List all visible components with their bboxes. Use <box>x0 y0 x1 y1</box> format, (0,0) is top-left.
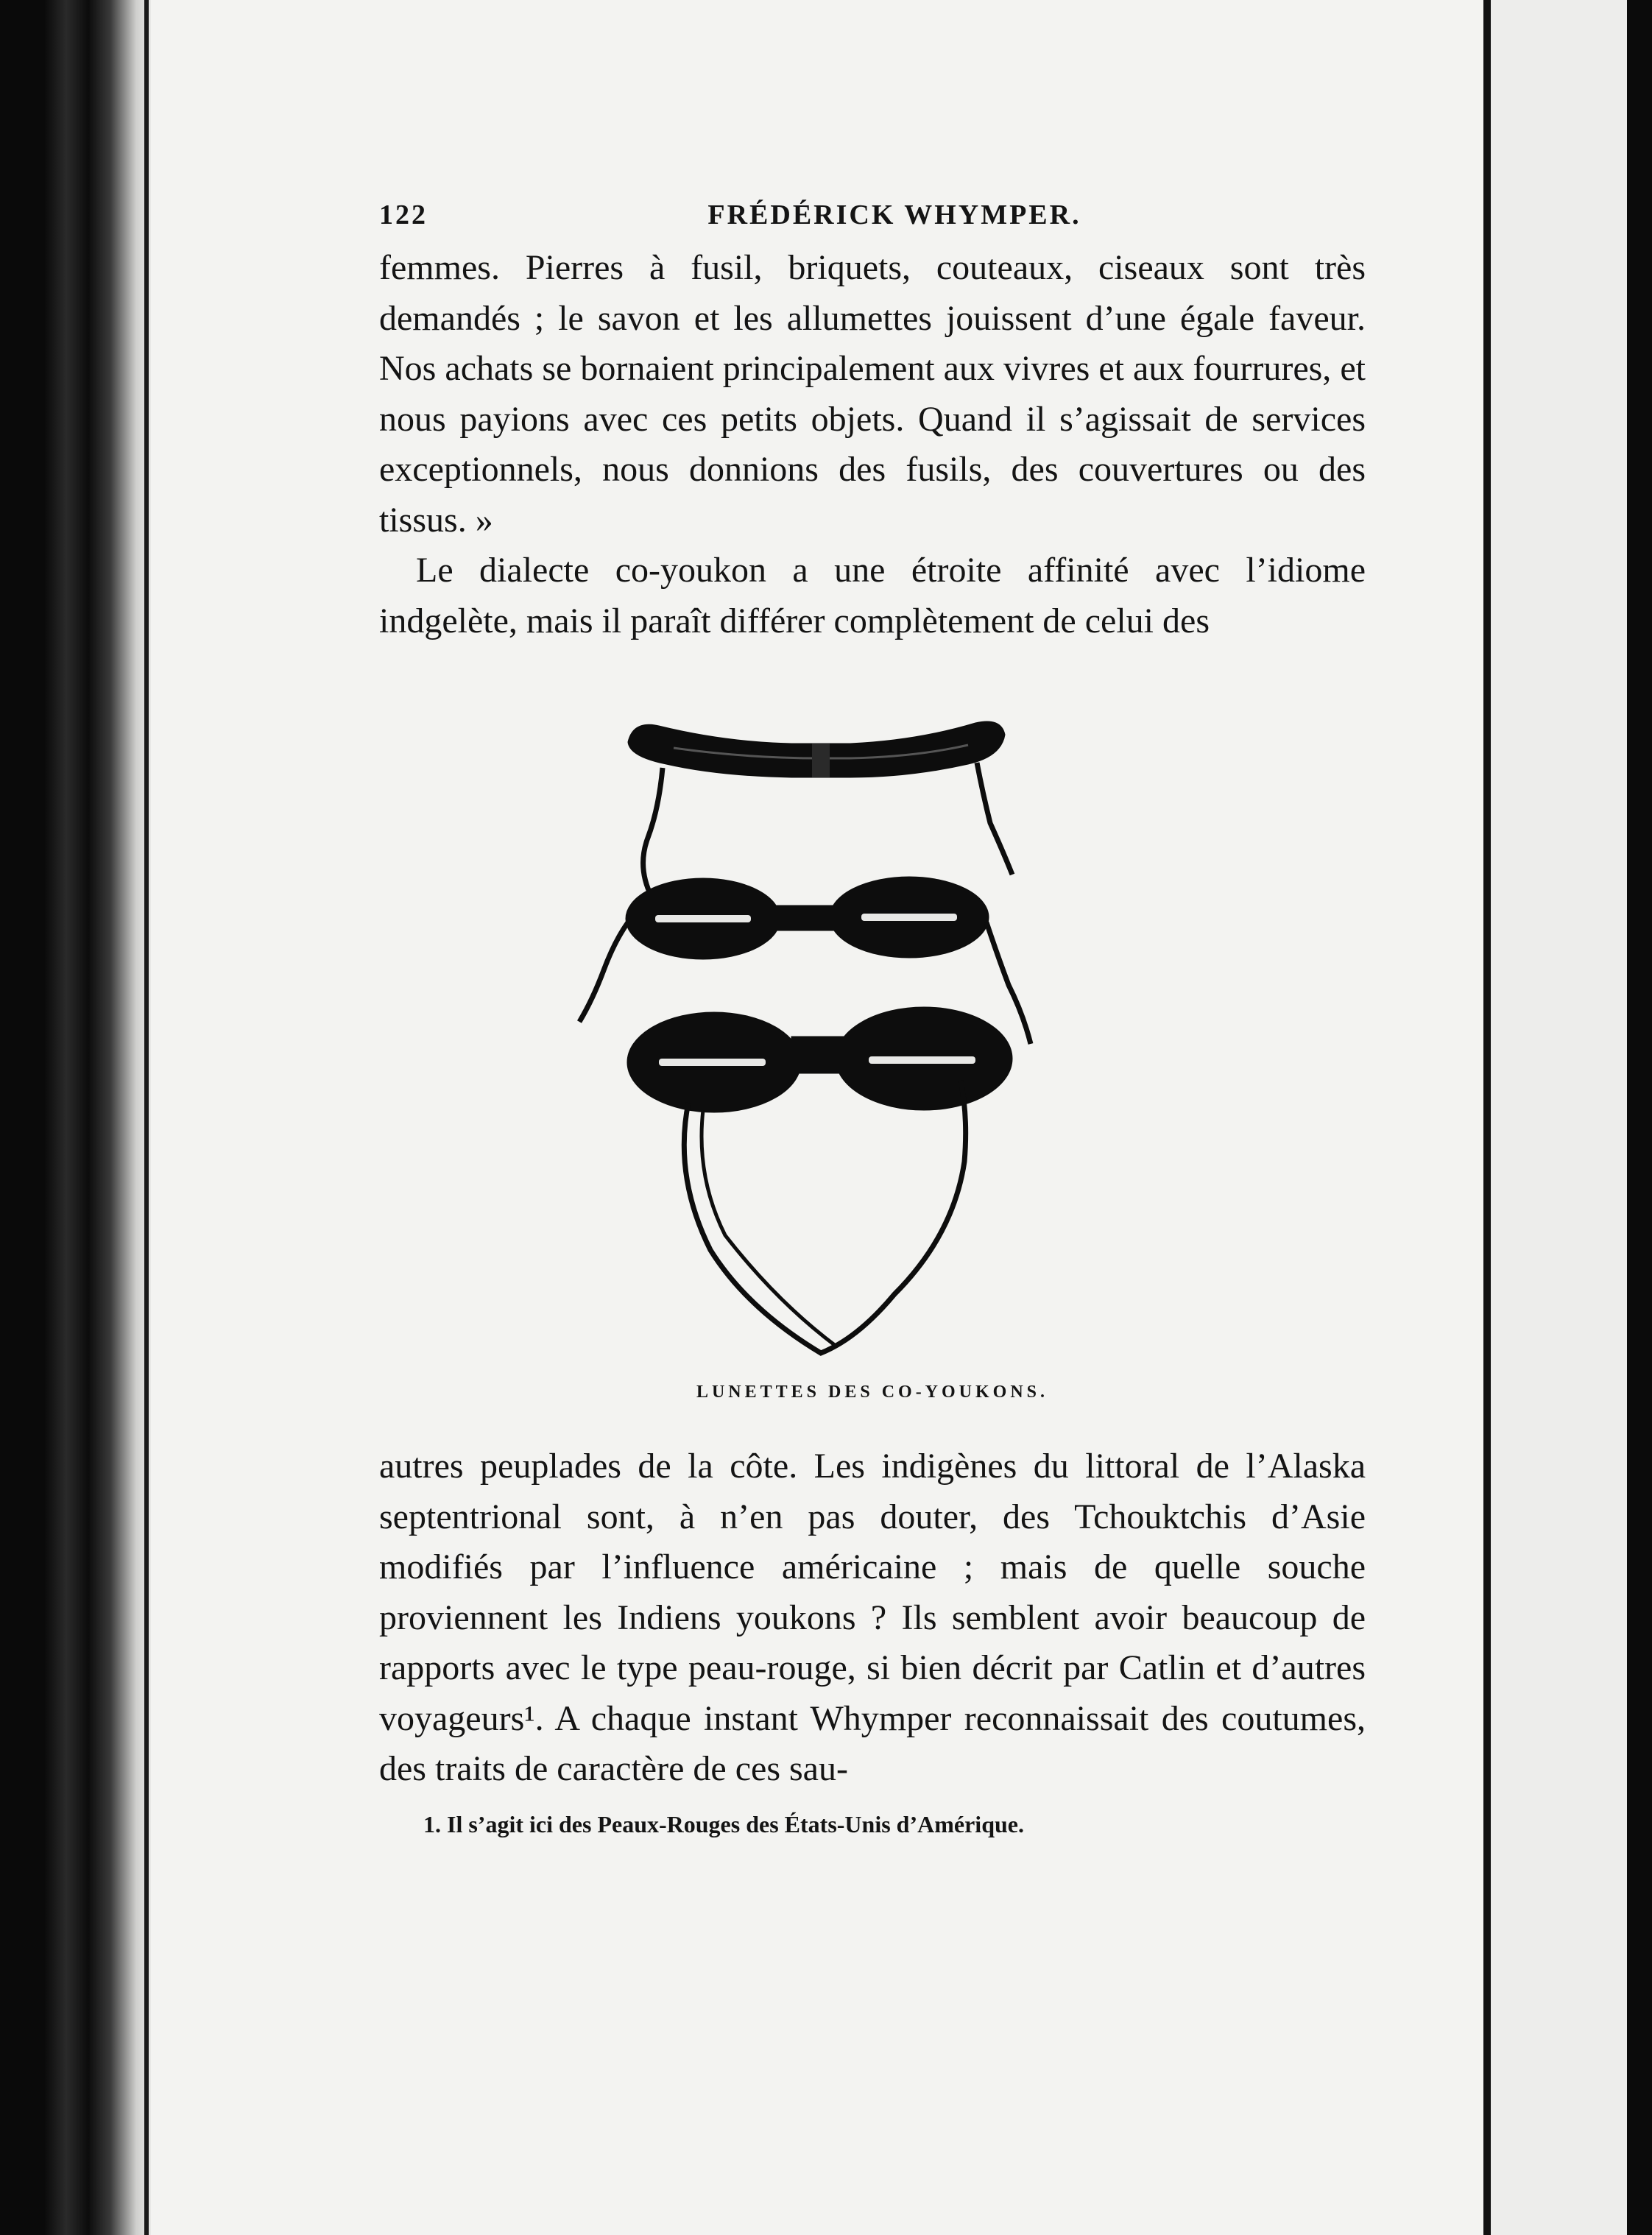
paragraph-1: femmes. Pierres à fusil, briquets, couteaux, ciseaux sont très demandés ; le savon et les allumettes jouissent d’une égale faveur. Nos achats se bornaient principalement aux vivres et aux fourrures, et nous payions avec ces petits objets. Quand il s’agissait de services exceptionnels, nous donnions des fusils, des couvertures ou des tissus. » <box>379 248 1366 540</box>
running-head-title: FRÉDÉRICK WHYMPER. <box>707 200 1081 230</box>
paragraph-2: Le dialecte co-youkon a une étroite affinité avec l’idiome indgelète, mais il paraît différer complètement de celui des <box>379 551 1366 640</box>
running-head <box>379 199 1366 243</box>
page-number: 122 <box>379 200 428 230</box>
goggle-bottom <box>627 1007 1012 1353</box>
paragraph-3: autres peuplades de la côte. Les indigènes du littoral de l’Alaska septentrional sont, à n’en pas douter, des Tchouktchis d’Asie modifiés par l’influence américaine ; mais de quelle souche proviennent les Indiens youkons ? Ils semblent avoir beaucoup de rapports avec le type peau-rouge, si bien décrit par Catlin et d’autres voyageurs¹. A chaque instant Whymper reconnaissait des coutumes, des traits de caractère de ces sau- <box>379 1447 1366 1788</box>
footnote: 1. Il s’agit ici des Peaux-Rouges des États-Unis d’Amérique. <box>423 1810 1024 1837</box>
snow-goggles-illustration <box>379 646 1366 1441</box>
figure-caption: LUNETTES DES CO-YOUKONS. <box>696 1383 1049 1402</box>
scan-binding-line <box>144 0 149 2235</box>
scan-binding-left <box>0 0 151 2235</box>
scan-right-edge <box>1627 0 1652 2235</box>
figure <box>379 646 1366 1441</box>
goggle-top <box>628 721 1012 897</box>
book-page <box>379 199 1366 1838</box>
